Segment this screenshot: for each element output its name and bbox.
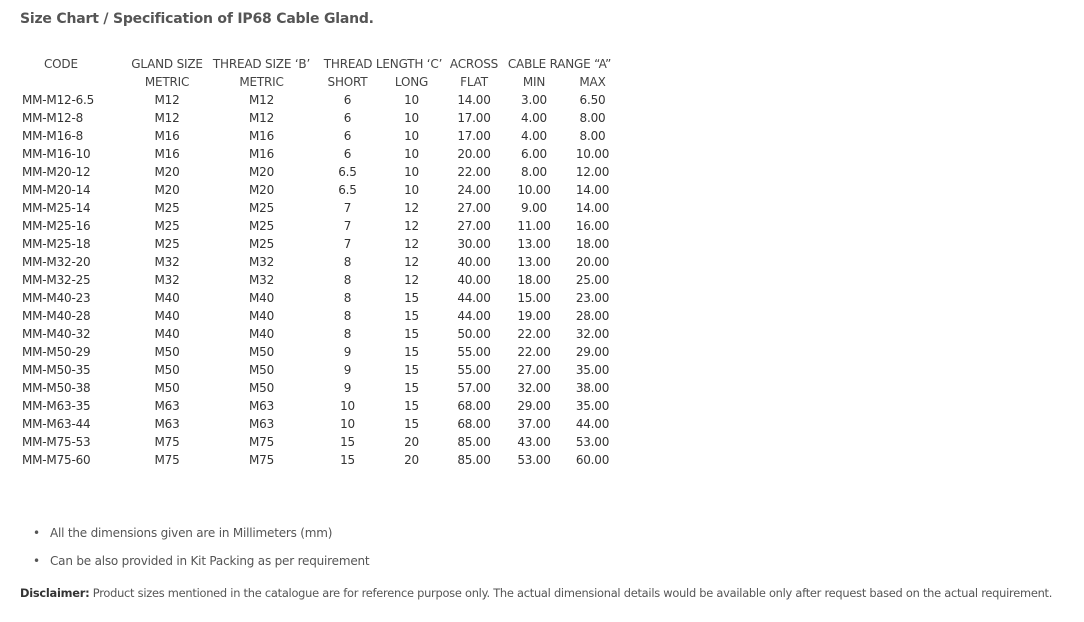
cell-code: MM-M20-12 [22, 165, 91, 179]
cell-cable-min: 27.00 [517, 363, 551, 377]
cell-gland-size: M75 [154, 453, 180, 467]
cell-cable-min: 18.00 [517, 273, 551, 287]
cell-thread-short: 6 [343, 129, 352, 143]
notes-list [33, 522, 369, 578]
cell-thread-short: 8 [343, 273, 352, 287]
cell-thread-size: M25 [248, 219, 275, 233]
table-row [22, 271, 618, 289]
cell-thread-short: 8 [343, 327, 352, 341]
cell-cable-min: 8.00 [521, 165, 547, 179]
cell-cable-min: 53.00 [517, 453, 551, 467]
cell-thread-short: 8 [343, 291, 352, 305]
note-text: All the dimensions given are in Millimeters (mm) [50, 526, 333, 540]
table-row [22, 343, 618, 361]
cell-thread-long: 12 [404, 273, 419, 287]
table-row [22, 415, 618, 433]
cell-thread-short: 15 [340, 453, 355, 467]
cell-cable-max: 28.00 [575, 309, 610, 323]
cell-across-flat: 20.00 [457, 147, 491, 161]
cell-thread-long: 10 [404, 93, 419, 107]
table-row [22, 289, 618, 307]
cell-code: MM-M50-29 [22, 345, 91, 359]
cell-thread-size: M12 [248, 93, 275, 107]
cell-cable-min: 37.00 [517, 417, 551, 431]
cell-code: MM-M63-35 [22, 399, 91, 413]
column-subheader-long: LONG [394, 75, 429, 89]
cell-code: MM-M32-25 [22, 273, 91, 287]
cell-cable-min: 3.00 [521, 93, 547, 107]
cell-code: MM-M50-35 [22, 363, 91, 377]
cell-across-flat: 17.00 [457, 129, 491, 143]
cell-cable-max: 12.00 [575, 165, 610, 179]
cell-thread-short: 7 [343, 201, 352, 215]
cell-code: MM-M12-6.5 [22, 93, 95, 107]
table-row [22, 91, 618, 109]
cell-thread-long: 10 [404, 129, 419, 143]
cell-cable-max: 18.00 [575, 237, 610, 251]
table-row [22, 145, 618, 163]
table-row [22, 217, 618, 235]
cell-thread-long: 10 [404, 183, 419, 197]
cell-cable-min: 29.00 [517, 399, 551, 413]
cell-cable-min: 13.00 [517, 237, 551, 251]
cell-gland-size: M63 [154, 399, 180, 413]
cell-thread-size: M25 [248, 201, 275, 215]
cell-thread-size: M40 [248, 309, 275, 323]
cell-thread-long: 15 [404, 381, 419, 395]
cell-cable-min: 4.00 [521, 111, 547, 125]
cell-cable-min: 6.00 [521, 147, 547, 161]
column-subheader-gland-metric: METRIC [144, 75, 190, 89]
cell-thread-long: 20 [404, 435, 419, 449]
cell-across-flat: 40.00 [457, 273, 491, 287]
note-item [33, 550, 369, 578]
cell-cable-max: 14.00 [575, 183, 610, 197]
table-row [22, 127, 618, 145]
cell-cable-max: 44.00 [575, 417, 610, 431]
table-row [22, 109, 618, 127]
cell-thread-short: 9 [343, 363, 352, 377]
cell-cable-min: 9.00 [521, 201, 547, 215]
cell-thread-long: 15 [404, 291, 419, 305]
cell-thread-size: M50 [248, 363, 275, 377]
cell-thread-long: 15 [404, 399, 419, 413]
cell-thread-long: 15 [404, 417, 419, 431]
cell-thread-long: 12 [404, 237, 419, 251]
cell-gland-size: M40 [154, 327, 180, 341]
cell-code: MM-M25-14 [22, 201, 91, 215]
cell-thread-size: M50 [248, 381, 275, 395]
cell-code: MM-M16-8 [22, 129, 84, 143]
cell-thread-long: 12 [404, 201, 419, 215]
cell-cable-min: 4.00 [521, 129, 547, 143]
cell-code: MM-M40-28 [22, 309, 91, 323]
table-row [22, 307, 618, 325]
cell-gland-size: M20 [154, 183, 180, 197]
cell-cable-max: 10.00 [575, 147, 610, 161]
table-header-row [22, 55, 618, 73]
cell-cable-min: 11.00 [517, 219, 551, 233]
cell-thread-size: M32 [248, 255, 275, 269]
cell-code: MM-M32-20 [22, 255, 91, 269]
cell-across-flat: 27.00 [457, 219, 491, 233]
table-row [22, 163, 618, 181]
cell-code: MM-M40-32 [22, 327, 91, 341]
column-subheader-min: MIN [522, 75, 546, 89]
cell-thread-size: M16 [248, 129, 275, 143]
page-title: Size Chart / Specification of IP68 Cable Gland. [20, 11, 374, 27]
cell-gland-size: M40 [154, 291, 180, 305]
cell-across-flat: 50.00 [457, 327, 491, 341]
cell-cable-max: 20.00 [575, 255, 610, 269]
cell-thread-size: M20 [248, 165, 275, 179]
cell-across-flat: 55.00 [457, 345, 491, 359]
table-row [22, 361, 618, 379]
cell-thread-short: 8 [343, 309, 352, 323]
cell-thread-short: 9 [343, 345, 352, 359]
table-row [22, 397, 618, 415]
cell-cable-max: 35.00 [575, 399, 610, 413]
cell-cable-min: 32.00 [517, 381, 551, 395]
bullet-icon: • [33, 554, 40, 568]
cell-thread-short: 6.5 [338, 165, 357, 179]
table-row [22, 379, 618, 397]
cell-thread-size: M50 [248, 345, 275, 359]
cell-cable-max: 60.00 [575, 453, 610, 467]
cell-gland-size: M25 [154, 201, 180, 215]
cell-gland-size: M50 [154, 381, 180, 395]
cell-cable-min: 10.00 [517, 183, 551, 197]
cell-gland-size: M25 [154, 237, 180, 251]
cell-gland-size: M12 [154, 111, 180, 125]
cell-gland-size: M12 [154, 93, 180, 107]
cell-thread-short: 6 [343, 93, 352, 107]
cell-across-flat: 44.00 [457, 309, 491, 323]
cell-thread-long: 12 [404, 255, 419, 269]
cell-thread-long: 15 [404, 309, 419, 323]
cell-thread-long: 15 [404, 363, 419, 377]
cell-code: MM-M75-53 [22, 435, 91, 449]
cell-across-flat: 22.00 [457, 165, 491, 179]
column-header-gland-size: GLAND SIZE [131, 57, 203, 71]
table-row [22, 451, 618, 469]
cell-across-flat: 68.00 [457, 417, 491, 431]
cell-across-flat: 85.00 [457, 435, 491, 449]
cell-code: MM-M75-60 [22, 453, 91, 467]
cell-code: MM-M63-44 [22, 417, 91, 431]
size-chart-table [22, 55, 618, 469]
cell-cable-min: 43.00 [517, 435, 551, 449]
cell-gland-size: M40 [154, 309, 180, 323]
cell-thread-size: M40 [248, 327, 275, 341]
cell-code: MM-M50-38 [22, 381, 91, 395]
table-row [22, 181, 618, 199]
cell-code: MM-M25-18 [22, 237, 91, 251]
table-row [22, 433, 618, 451]
column-subheader-thread-metric: METRIC [239, 75, 284, 89]
table-row [22, 235, 618, 253]
column-subheader-short: SHORT [327, 75, 368, 89]
cell-thread-size: M63 [248, 417, 275, 431]
cell-cable-max: 6.50 [579, 93, 606, 107]
cell-across-flat: 55.00 [457, 363, 491, 377]
cell-cable-max: 16.00 [575, 219, 610, 233]
cell-across-flat: 27.00 [457, 201, 491, 215]
cell-code: MM-M25-16 [22, 219, 91, 233]
cell-cable-min: 15.00 [517, 291, 551, 305]
cell-across-flat: 24.00 [457, 183, 491, 197]
disclaimer [20, 586, 1052, 600]
cell-gland-size: M32 [154, 255, 180, 269]
cell-code: MM-M20-14 [22, 183, 91, 197]
column-header-cable-range: CABLE RANGE “A” [507, 57, 612, 71]
cell-gland-size: M16 [154, 147, 180, 161]
cell-cable-min: 19.00 [517, 309, 551, 323]
cell-code: MM-M16-10 [22, 147, 91, 161]
cell-across-flat: 30.00 [457, 237, 491, 251]
cell-cable-min: 22.00 [517, 345, 551, 359]
table-body [22, 91, 618, 469]
cell-thread-size: M25 [248, 237, 275, 251]
cell-across-flat: 44.00 [457, 291, 491, 305]
cell-gland-size: M63 [154, 417, 180, 431]
cell-thread-short: 15 [340, 435, 355, 449]
cell-thread-short: 6 [343, 147, 352, 161]
cell-thread-size: M16 [248, 147, 275, 161]
column-subheader-max: MAX [579, 75, 606, 89]
cell-across-flat: 85.00 [457, 453, 491, 467]
column-header-code: CODE [44, 57, 78, 71]
column-header-thread-length: THREAD LENGTH ‘C’ [323, 57, 443, 71]
cell-thread-long: 15 [404, 327, 419, 341]
cell-thread-short: 9 [343, 381, 352, 395]
cell-thread-size: M12 [248, 111, 275, 125]
cell-thread-short: 6 [343, 111, 352, 125]
cell-thread-short: 10 [340, 417, 355, 431]
cell-thread-size: M75 [248, 453, 275, 467]
cell-gland-size: M25 [154, 219, 180, 233]
cell-gland-size: M50 [154, 345, 180, 359]
cell-cable-max: 32.00 [575, 327, 610, 341]
cell-cable-max: 8.00 [579, 111, 606, 125]
cell-thread-long: 10 [404, 165, 419, 179]
cell-across-flat: 14.00 [457, 93, 491, 107]
cell-gland-size: M20 [154, 165, 180, 179]
column-header-thread-size: THREAD SIZE ‘B’ [212, 57, 311, 71]
cell-code: MM-M12-8 [22, 111, 84, 125]
cell-thread-long: 15 [404, 345, 419, 359]
cell-cable-max: 8.00 [579, 129, 606, 143]
cell-thread-size: M32 [248, 273, 275, 287]
cell-cable-min: 13.00 [517, 255, 551, 269]
disclaimer-text: Product sizes mentioned in the catalogue are for reference purpose only. The actual dimensional details would be available only after request based on the actual requirement. [89, 586, 1053, 600]
table-subheader-row [22, 73, 618, 91]
cell-thread-short: 10 [340, 399, 355, 413]
cell-cable-max: 29.00 [575, 345, 610, 359]
cell-thread-short: 6.5 [338, 183, 357, 197]
cell-thread-size: M40 [248, 291, 275, 305]
cell-thread-long: 12 [404, 219, 419, 233]
cell-thread-short: 7 [343, 219, 352, 233]
disclaimer-label: Disclaimer: [20, 586, 90, 600]
cell-thread-long: 10 [404, 111, 419, 125]
cell-gland-size: M16 [154, 129, 180, 143]
table-row [22, 325, 618, 343]
cell-gland-size: M50 [154, 363, 180, 377]
cell-cable-max: 35.00 [575, 363, 610, 377]
column-subheader-empty [22, 73, 130, 91]
cell-cable-max: 23.00 [575, 291, 610, 305]
cell-cable-max: 38.00 [575, 381, 610, 395]
table-row [22, 253, 618, 271]
cell-gland-size: M32 [154, 273, 180, 287]
cell-cable-max: 14.00 [575, 201, 610, 215]
column-subheader-flat: FLAT [460, 75, 488, 89]
cell-across-flat: 40.00 [457, 255, 491, 269]
note-text: Can be also provided in Kit Packing as per requirement [50, 554, 370, 568]
table-row [22, 199, 618, 217]
cell-thread-size: M20 [248, 183, 275, 197]
bullet-icon: • [33, 526, 40, 540]
cell-gland-size: M75 [154, 435, 180, 449]
column-header-across: ACROSS [449, 57, 499, 71]
cell-across-flat: 57.00 [457, 381, 491, 395]
cell-thread-size: M63 [248, 399, 275, 413]
cell-across-flat: 17.00 [457, 111, 491, 125]
cell-thread-long: 20 [404, 453, 419, 467]
cell-thread-short: 7 [343, 237, 352, 251]
cell-thread-long: 10 [404, 147, 419, 161]
cell-across-flat: 68.00 [457, 399, 491, 413]
cell-thread-short: 8 [343, 255, 352, 269]
cell-cable-max: 25.00 [575, 273, 610, 287]
note-item [33, 522, 369, 550]
cell-thread-size: M75 [248, 435, 275, 449]
cell-code: MM-M40-23 [22, 291, 91, 305]
cell-cable-max: 53.00 [575, 435, 610, 449]
cell-cable-min: 22.00 [517, 327, 551, 341]
